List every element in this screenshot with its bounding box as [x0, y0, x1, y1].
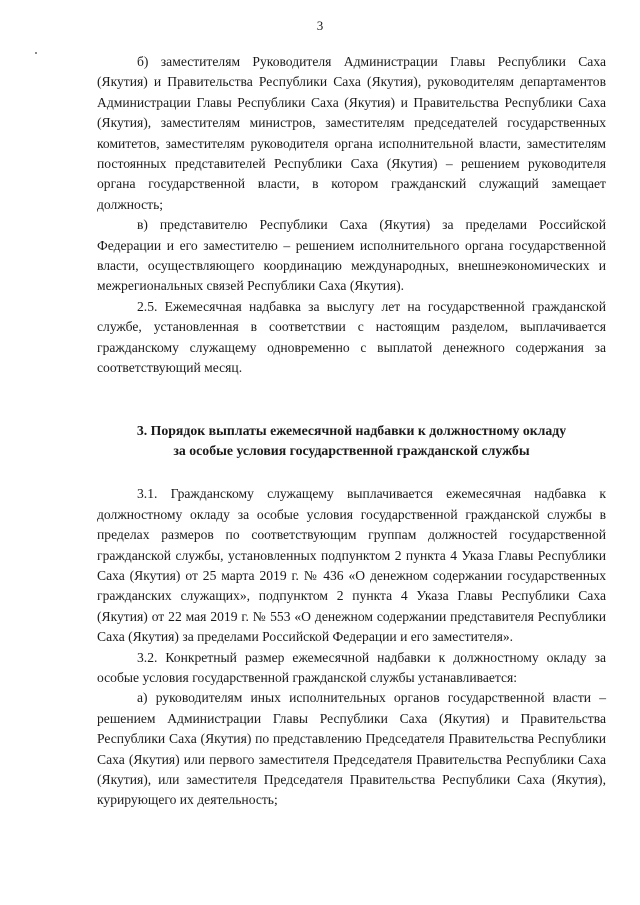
paragraph-3-2-a: а) руководителям иных исполнительных органов государственной власти – решением Администрации Главы Республики Саха (Якутия) и Правительства Республики Саха (Якутия) по представлению Председателя Правительства Республики Саха (Якутия) или первого заместителя Председателя Правительства Республики Саха (Якутия), или заместителя Председателя Правительства Республики Саха (Якутия), курирующего их деятельность; [97, 690, 606, 808]
section-heading-line-2: за особые условия государственной гражданской службы [173, 442, 530, 458]
document-body [97, 52, 606, 811]
paragraph-2-4-v: в) представителю Республики Саха (Якутия) за пределами Российской Федерации и его заместителю – решением исполнительного органа государственной власти, осуществляющего координацию международных, внешнеэкономических и межрегиональных связей Республики Саха (Якутия). [97, 217, 606, 294]
paragraph-3-1: 3.1. Гражданскому служащему выплачивается ежемесячная надбавка к должностному окладу за особые условия государственной гражданской службы в пределах размеров по соответствующим группам должностей государственной гражданской службы, установленных подпунктом 2 пункта 4 Указа Главы Республики Саха (Якутия) от 25 марта 2019 г. № 436 «О денежном содержании государственных гражданских служащих», подпунктом 2 пункта 4 Указа Главы Республики Саха (Якутия) от 22 мая 2019 г. № 553 «О денежном содержании представителя Республики Саха (Якутия) за пределами Российской Федерации и его заместителя». [97, 486, 606, 645]
page-number: 3 [316, 18, 324, 33]
paragraph-2-4-b: б) заместителям Руководителя Администрации Главы Республики Саха (Якутия) и Правительства Республики Саха (Якутия), руководителям департаментов Администрации Главы Республики Саха (Якутия) и Правительства Республики Саха (Якутия), заместителям министров, заместителям председателей государственных комитетов, заместителям руководителя органа исполнительной власти, заместителям постоянных представителей Республики Саха (Якутия) – решением руководителя органа государственной власти, в котором гражданский служащий замещает должность; [97, 54, 606, 212]
paragraph-2-5: 2.5. Ежемесячная надбавка за выслугу лет на государственной гражданской службе, установленная в соответствии с настоящим разделом, выплачивается гражданскому служащему одновременно с выплатой денежного содержания за соответствующий месяц. [97, 298, 606, 376]
section-heading-line-1: 3. Порядок выплаты ежемесячной надбавки к должностному окладу [136, 422, 567, 438]
section-3-heading [97, 421, 606, 462]
scan-artifact-mark [35, 52, 37, 54]
paragraph-3-2: 3.2. Конкретный размер ежемесячной надбавки к должностному окладу за особые условия государственной гражданской службы устанавливается: [97, 649, 606, 685]
